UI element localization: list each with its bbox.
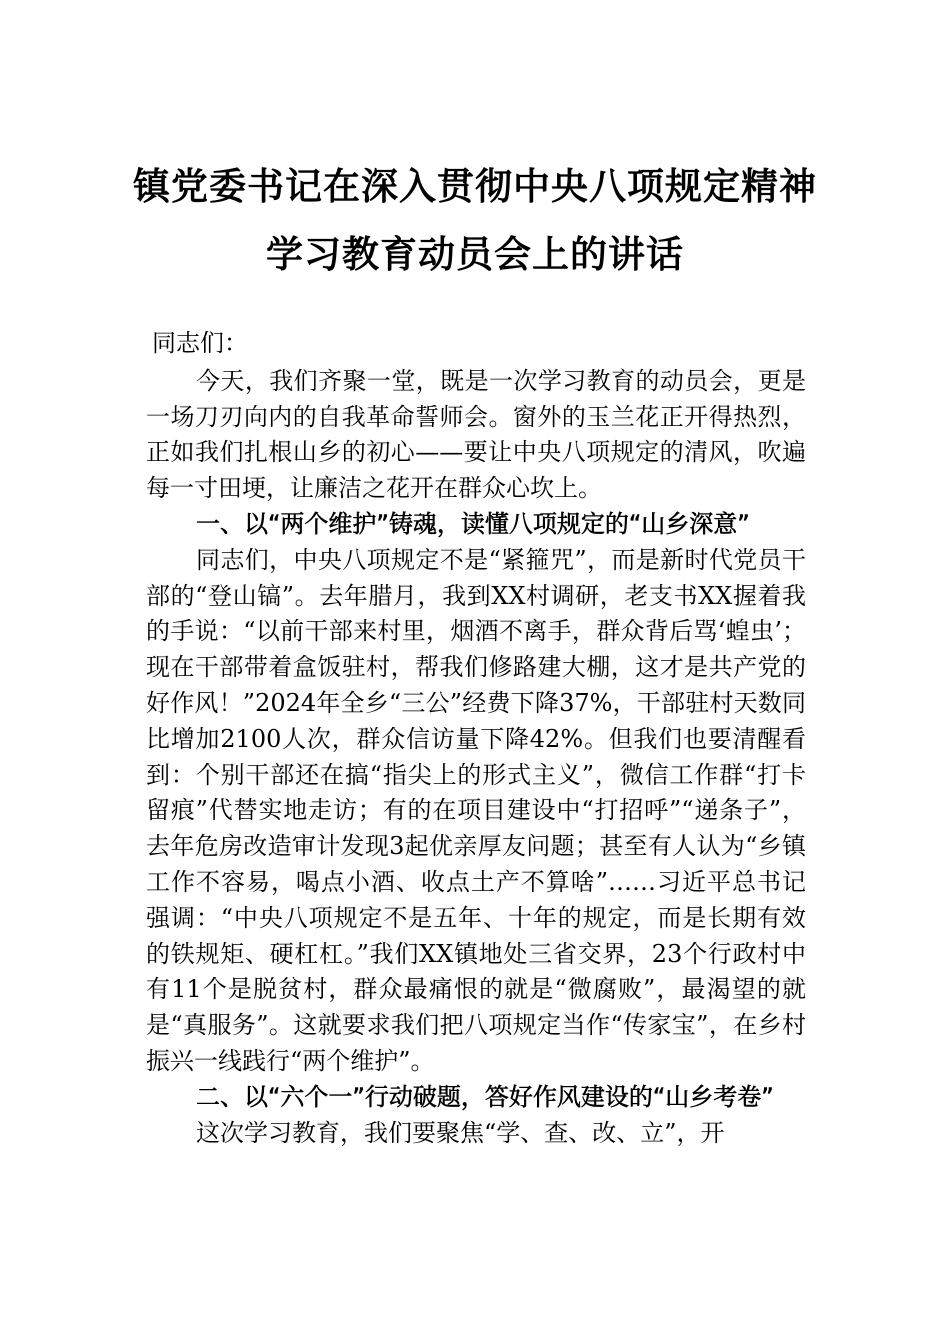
intro-paragraph: 今天，我们齐聚一堂，既是一次学习教育的动员会，更是一场刀刃向内的自我革命誓师会。窗外的玉兰花正开得热烈，正如我们扎根山乡的初心——要让中央八项规定的清风，吹遍每一寸田埂，让廉洁之花开在群众心坎上。 — [146, 366, 806, 503]
document-title-line-2: 学习教育动员会上的讲话 — [266, 232, 684, 276]
section-1-heading: 一、以“两个维护”铸魂，读懂八项规定的“山乡深意” — [196, 509, 750, 538]
section-2-paragraph: 这次学习教育，我们要聚焦“学、查、改、立”，开 — [196, 1118, 725, 1147]
document-title-line-1: 镇党委书记在深入贯彻中央八项规定精神 — [133, 164, 817, 208]
section-1-paragraph: 同志们，中央八项规定不是“紧箍咒”，而是新时代党员干部的“登山镐”。去年腊月，我到XX村调研，老支书XX握着我的手说：“以前干部来村里，烟酒不离手，群众背后骂‘蝗虫’；现在干部带着盒饭驻村，帮我们修路建大棚，这才是共产党的好作风！”2024年全乡“三公”经费下降37%，干部驻村天数同比增加2100人次，群众信访量下降42%。但我们也要清醒看到：个别干部还在搞“指尖上的形式主义”，微信工作群“打卡留痕”代替实地走访；有的在项目建设中“打招呼”“递条子”，去年危房改造审计发现3起优亲厚友问题；甚至有人认为“乡镇工作不容易，喝点小酒、收点土产不算啥”……习近平总书记强调：“中央八项规定不是五年、十年的规定，而是长期有效的铁规矩、硬杠杠。”我们XX镇地处三省交界，23个行政村中有11个是脱贫村，群众最痛恨的就是“微腐败”，最渴望的就是“真服务”。这就要求我们把八项规定当作“传家宝”，在乡村振兴一线践行“两个维护”。 — [146, 545, 806, 1075]
document-body — [146, 326, 806, 1151]
salutation: 同志们： — [152, 329, 248, 357]
section-2-heading: 二、以“六个一”行动破题，答好作风建设的“山乡考卷” — [196, 1082, 774, 1111]
